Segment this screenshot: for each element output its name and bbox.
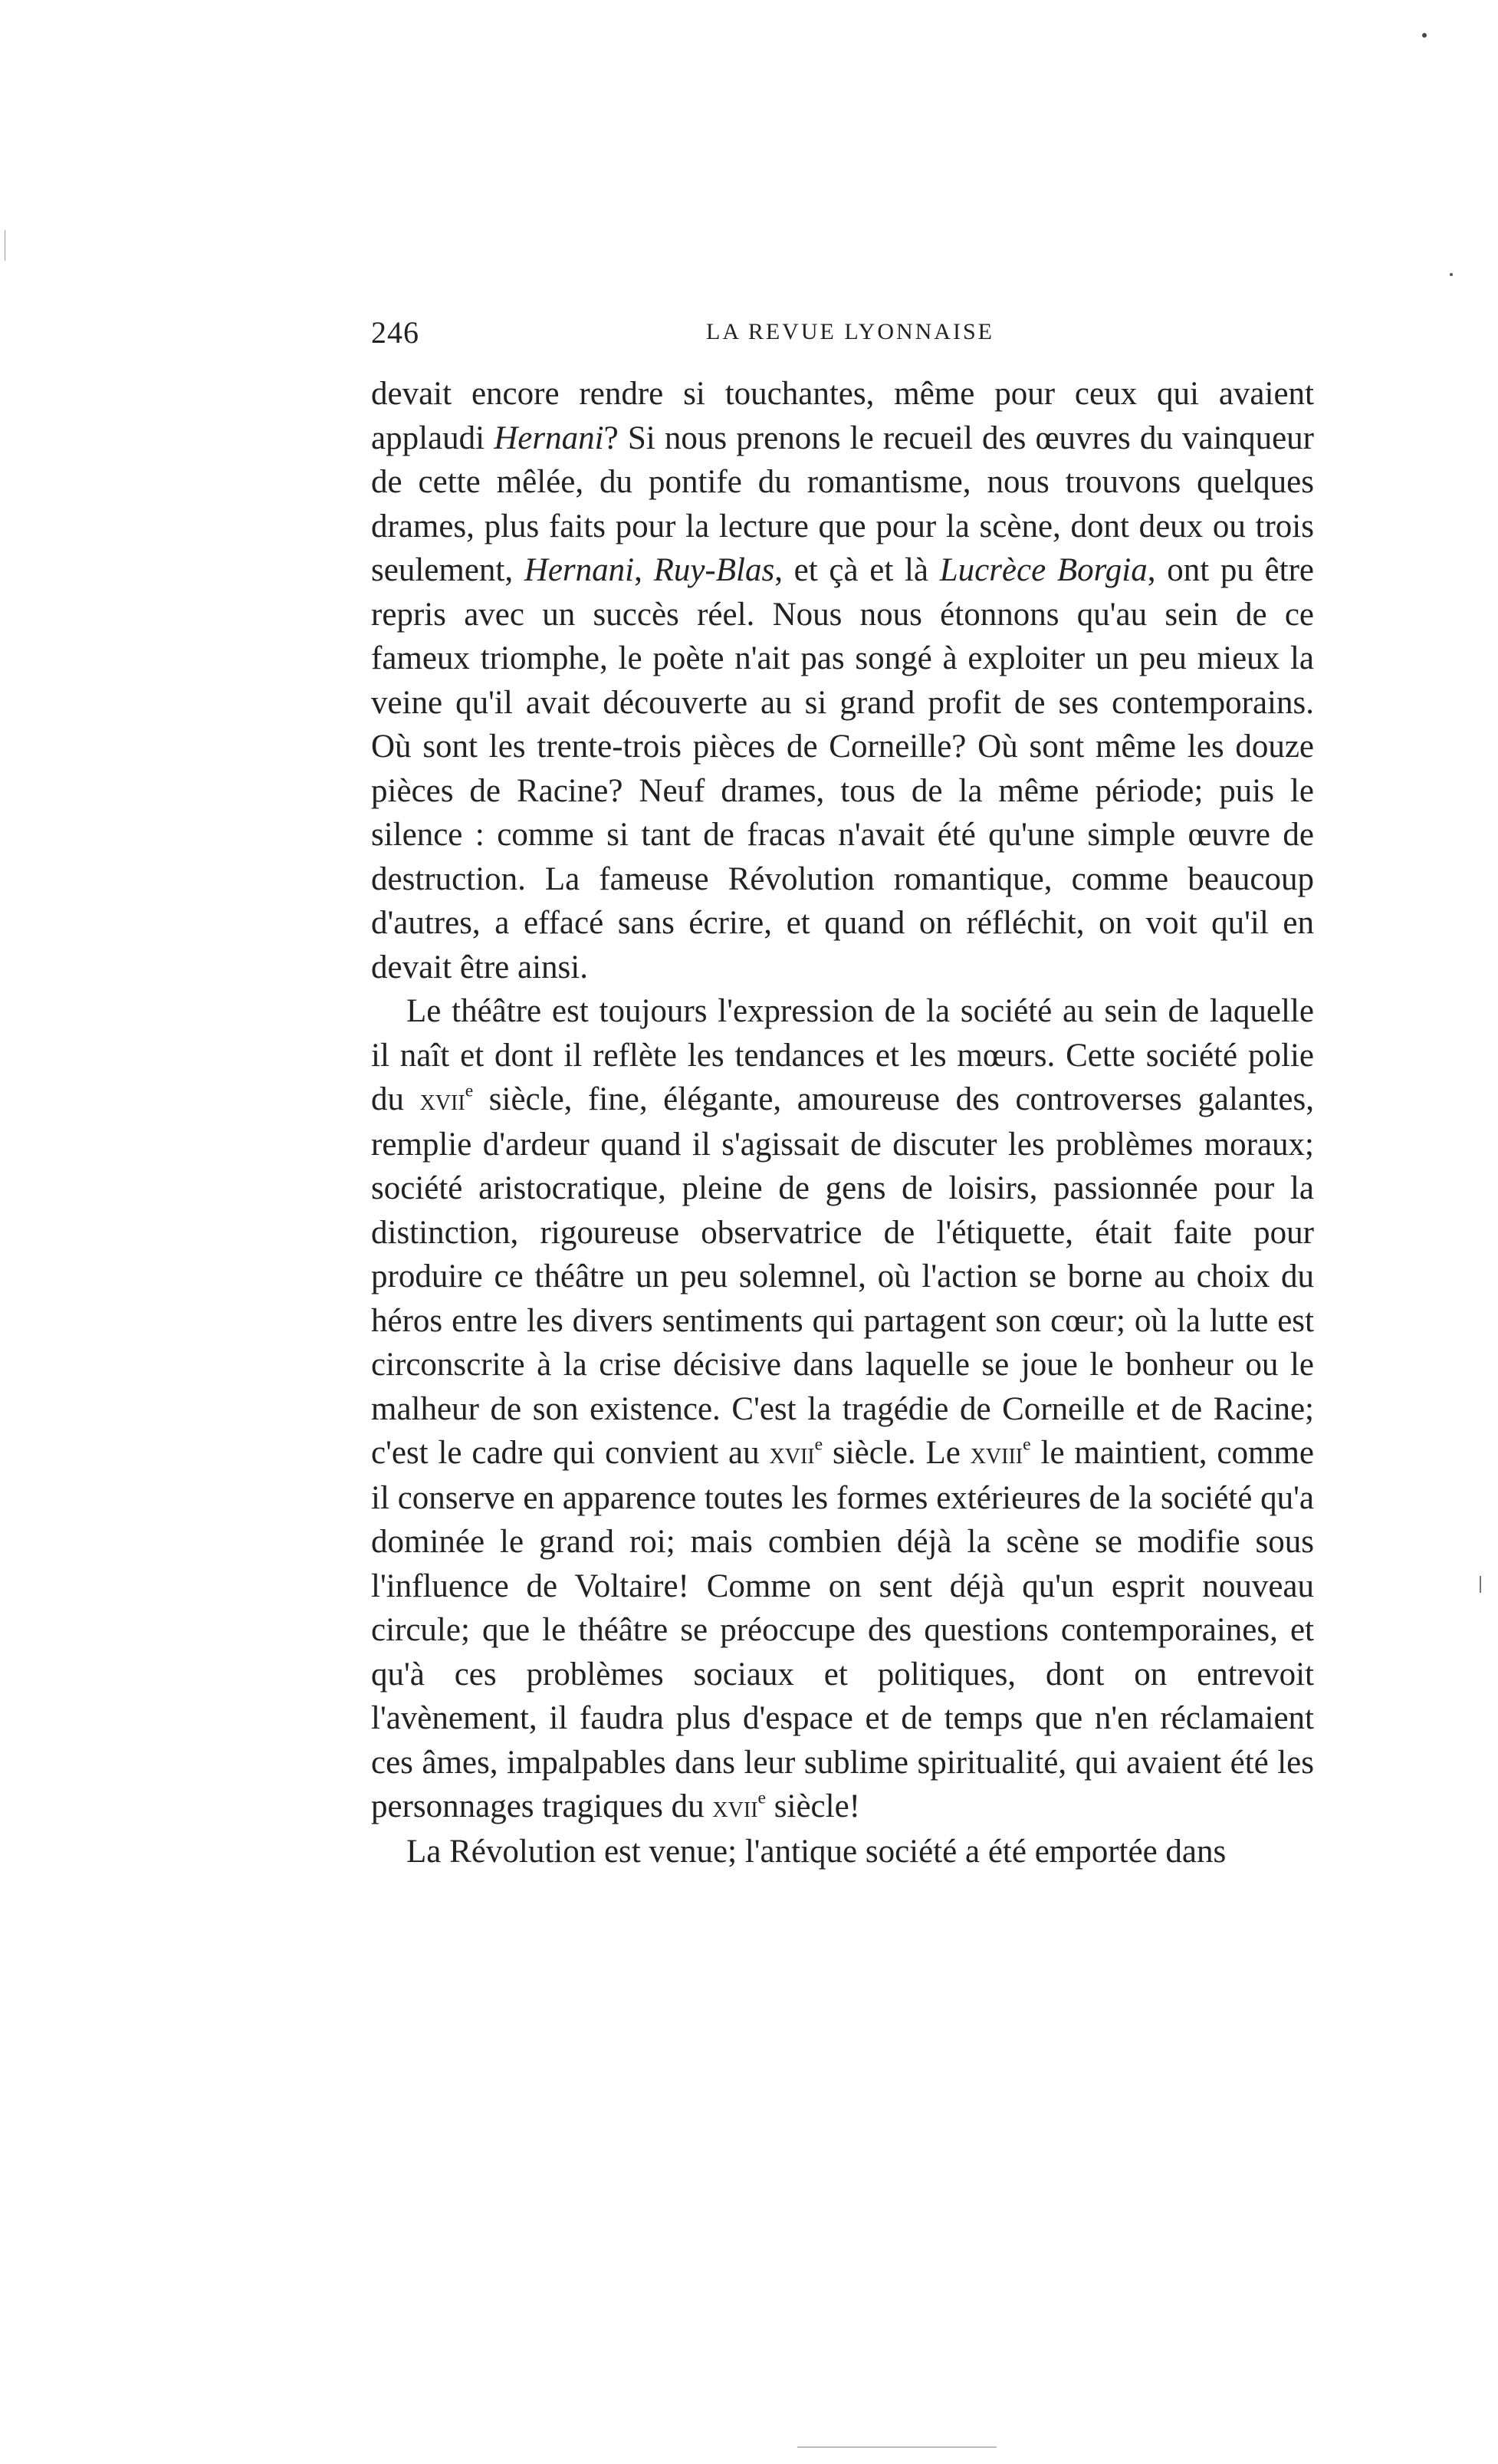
speck [797, 2446, 997, 2448]
paragraph [371, 1830, 1314, 1874]
ordinal-suffix: e [465, 1081, 474, 1101]
text-run: siècle! [766, 1788, 860, 1824]
ordinal-suffix: e [1023, 1434, 1031, 1455]
ordinal-suffix: e [757, 1788, 767, 1808]
century-numeral: xvii [712, 1790, 758, 1824]
italic-title: Ruy-Blas [653, 552, 775, 588]
running-title: LA REVUE LYONNAISE [706, 319, 994, 344]
speck [1422, 33, 1427, 38]
text-run: , ont pu être repris avec un succès réel. Nous nous étonnons qu'au sein de ce fameux triomphe, le poète n'ait pas songé à exploiter un peu mieux la veine qu'il avait découverte au si grand profit de ses contemporains. Où sont les trente-trois pièces de Corneille? Où sont même les douze pièces de Racine? Neuf drames, tous de la même période; puis le silence : comme si tant de fracas n'avait été qu'une simple œuvre de destruction. La fameuse Révolution romantique, comme beaucoup d'autres, a effacé sans écrire, et quand on réfléchit, on voit qu'il en devait être ainsi. [371, 552, 1314, 985]
text-run: , et çà et là [774, 552, 940, 588]
century-numeral: xvii [419, 1083, 465, 1117]
text-run: siècle, fine, élégante, amoureuse des controverses galantes, remplie d'ardeur quand il s'agissait de discuter les problèmes moraux; société aristocratique, pleine de gens de loisirs, passionnée pour la distinction, rigoureuse observatrice de l'étiquette, était faite pour produire ce théâtre un peu solemnel, où l'action se borne au choix du héros entre les divers sentiments qui partagent son cœur; où la lutte est circonscrite à la crise décisive dans laquelle se joue le bonheur ou le malheur de son existence. C'est la tragédie de Corneille et de Racine; c'est le cadre qui convient au [371, 1081, 1315, 1471]
italic-title: Hernani [524, 552, 635, 588]
page-number: 246 [371, 315, 419, 350]
italic-title: Hernani [494, 419, 604, 456]
century-numeral: xviii [970, 1436, 1023, 1470]
paragraph [371, 989, 1314, 1830]
body-text [371, 372, 1314, 1873]
speck [1480, 1576, 1481, 1593]
text-run: Le théâtre est toujours l'expression de la société au sein de laquelle il naît et dont il reflète les tendances et les mœurs. Cette société polie du [371, 993, 1314, 1117]
page-header [371, 314, 1314, 353]
text-run: le maintient, comme il conserve en apparence toutes les formes extérieures de la société qu'a dominée le grand roi; mais combien déjà la scène se modifie sous l'influence de Voltaire! Comme on sent déjà qu'un esprit nouveau circule; que le théâtre se préoccupe des questions contemporaines, et qu'à ces problèmes sociaux et politiques, dont on entrevoit l'avènement, il faudra plus d'espace et de temps que n'en réclamaient ces âmes, impalpables dans leur sublime spiritualité, qui avaient été les personnages tragiques du [371, 1435, 1314, 1824]
paragraph [371, 372, 1314, 989]
text-run: ? Si nous prenons le recueil des œuvres du vainqueur de cette mêlée, du pontife du romantisme, nous trouvons quelques drames, plus faits pour la lecture que pour la scène, dont deux ou trois seulement, [371, 419, 1314, 588]
italic-title: Lucrèce Borgia [939, 552, 1148, 588]
text-run: , [634, 552, 654, 588]
text-run: siècle. Le [823, 1435, 971, 1471]
speck [1450, 273, 1453, 276]
text-run: La Révolution est venue; l'antique société a été emportée dans [406, 1833, 1227, 1870]
century-numeral: xvii [769, 1436, 815, 1470]
ordinal-suffix: e [814, 1434, 823, 1455]
text-run: devait encore rendre si touchantes, même pour ceux qui avaient applaudi [371, 376, 1314, 456]
